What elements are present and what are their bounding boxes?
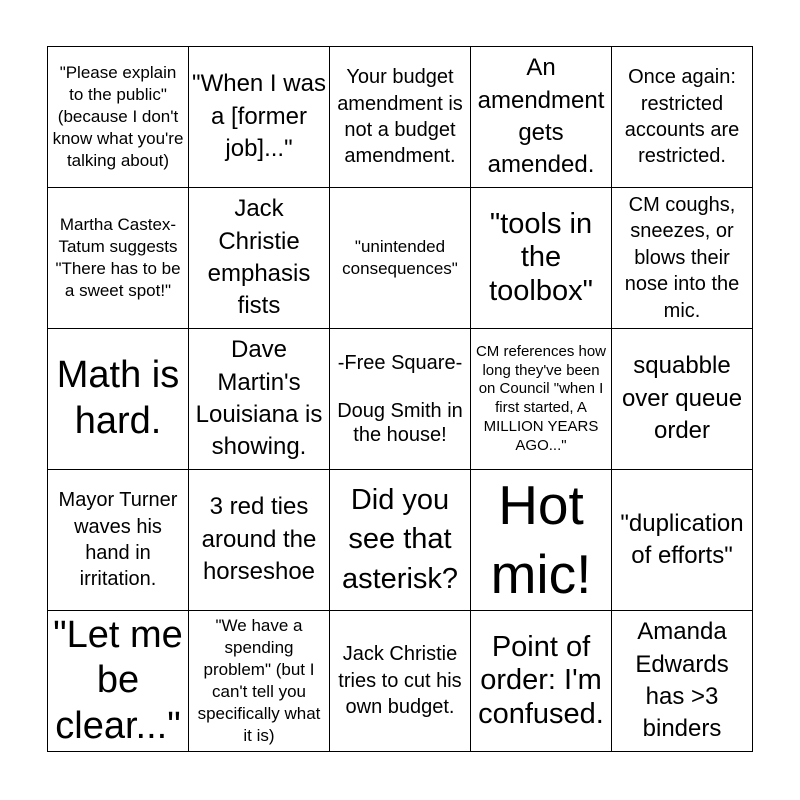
bingo-cell[interactable] (612, 47, 753, 188)
bingo-cell[interactable] (330, 188, 471, 329)
cell-text: squabble over queue order (621, 352, 743, 445)
bingo-cell[interactable] (330, 611, 471, 752)
cell-text: Amanda Edwards has >3 binders (635, 618, 729, 743)
cell-text: "When I was a [former job]..." (192, 70, 326, 163)
cell-text: "Let me be clear..." (53, 613, 183, 747)
bingo-cell[interactable] (612, 470, 753, 611)
cell-text: Mayor Turner waves his hand in irritation. (58, 489, 178, 591)
cell-text: Jack Christie tries to cut his own budget. (338, 643, 462, 719)
cell-text: "Please explain to the public" (because I don't know what you're talking about) (52, 62, 184, 171)
cell-text: Once again: restricted accounts are restricted. (624, 66, 740, 168)
cell-text: Math is hard. (56, 354, 180, 442)
cell-text: CM references how long they've been on Council "when I first started, A MILLION YEARS AGO..." (475, 342, 607, 454)
cell-text: "duplication of efforts" (620, 509, 744, 569)
bingo-cell[interactable] (612, 188, 753, 329)
bingo-cell[interactable] (189, 470, 330, 611)
cell-text: Jack Christie emphasis fists (207, 195, 311, 320)
bingo-cell[interactable] (330, 470, 471, 611)
cell-text: Hot mic! (490, 474, 592, 605)
bingo-cell[interactable] (330, 47, 471, 188)
bingo-cell[interactable] (48, 47, 189, 188)
bingo-cell[interactable] (48, 470, 189, 611)
cell-text: -Free Square- Doug Smith in the house! (337, 352, 463, 446)
bingo-cell[interactable] (48, 188, 189, 329)
bingo-cell[interactable] (471, 47, 612, 188)
bingo-cell[interactable] (48, 611, 189, 752)
free-square[interactable] (330, 329, 471, 470)
bingo-board (47, 46, 753, 752)
cell-text: Dave Martin's Louisiana is showing. (195, 336, 323, 461)
cell-text: "unintended consequences" (342, 236, 458, 278)
cell-text: Your budget amendment is not a budget amendment. (337, 66, 463, 168)
bingo-cell[interactable] (189, 47, 330, 188)
bingo-cell[interactable] (189, 329, 330, 470)
bingo-cell[interactable] (471, 611, 612, 752)
bingo-cell[interactable] (471, 470, 612, 611)
bingo-cell[interactable] (189, 611, 330, 752)
cell-text: "tools in the toolbox" (489, 207, 593, 307)
cell-text: "We have a spending problem" (but I can't tell you specifically what it is) (197, 615, 321, 746)
bingo-cell[interactable] (48, 329, 189, 470)
cell-text: An amendment gets amended. (477, 54, 605, 179)
cell-text: 3 red ties around the horseshoe (201, 493, 317, 586)
bingo-cell[interactable] (612, 611, 753, 752)
cell-text: CM coughs, sneezes, or blows their nose into the mic. (624, 194, 740, 322)
cell-text: Point of order: I'm confused. (478, 630, 604, 730)
bingo-cell[interactable] (612, 329, 753, 470)
bingo-cell[interactable] (471, 329, 612, 470)
bingo-cell[interactable] (471, 188, 612, 329)
cell-text: Did you see that asterisk? (341, 484, 459, 595)
cell-text: Martha Castex-Tatum suggests "There has to be a sweet spot!" (55, 214, 181, 301)
bingo-cell[interactable] (189, 188, 330, 329)
